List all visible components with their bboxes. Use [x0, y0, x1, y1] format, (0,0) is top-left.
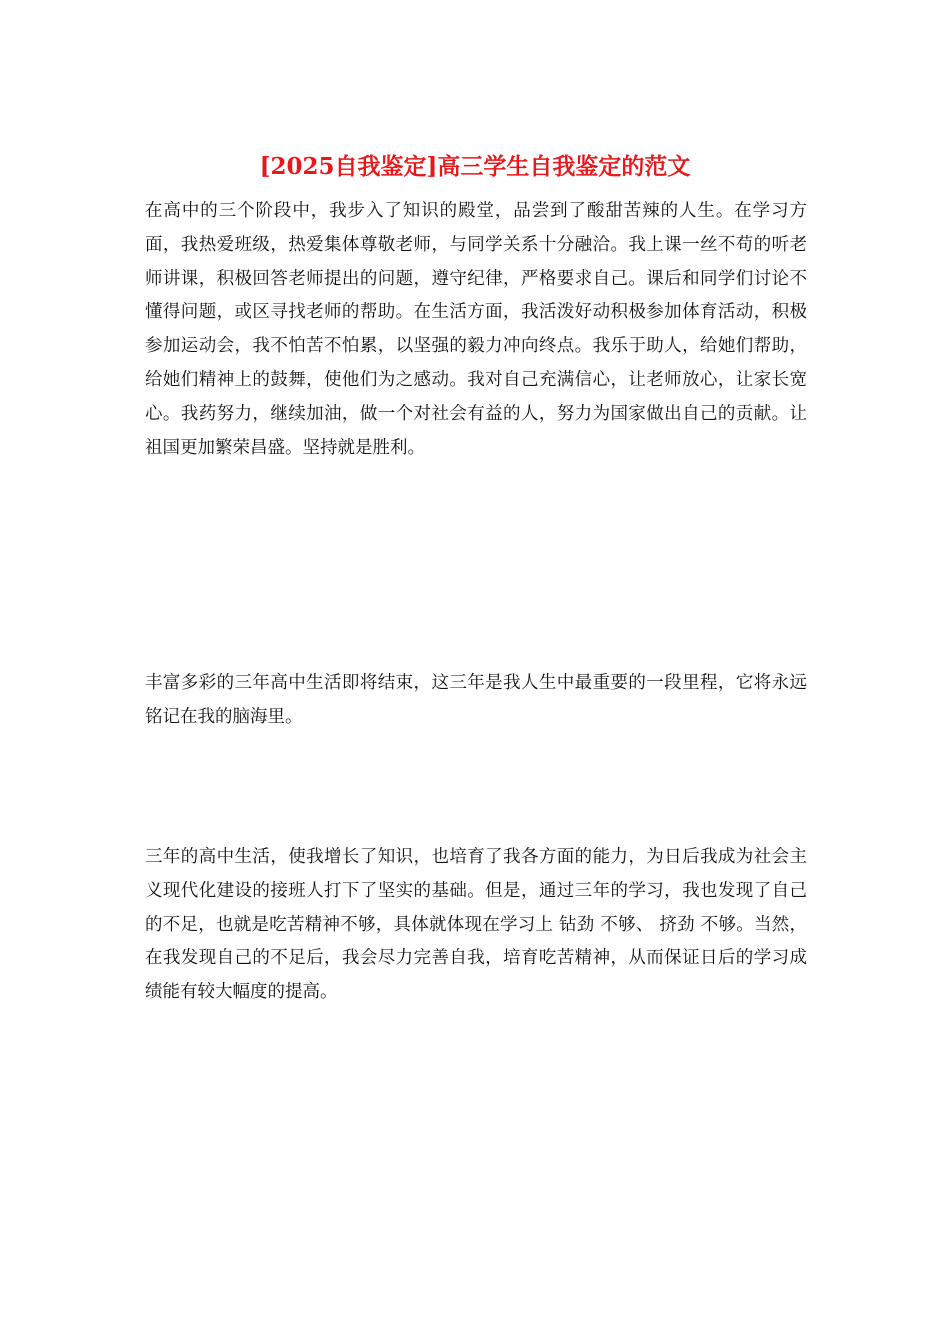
paragraph-3: 三年的高中生活，使我增长了知识，也培育了我各方面的能力，为日后我成为社会主义现代化建设的接班人打下了坚实的基础。但是，通过三年的学习，我也发现了自己的不足，也就是吃苦精神不够，具体就体现在学习上 钻劲 不够、 挤劲 不够。当然，在我发现自己的不足后，我会尽力完善自我，培育吃苦精神，从而保证日后的学习成绩能有较大幅度的提高。: [145, 847, 807, 1003]
document-title: [2025自我鉴定]高三学生自我鉴定的范文: [259, 153, 691, 180]
paragraph-2: 丰富多彩的三年高中生活即将结束，这三年是我人生中最重要的一段里程，它将永远铭记在我的脑海里。: [145, 673, 807, 727]
paragraph-1: 在高中的三个阶段中，我步入了知识的殿堂，品尝到了酸甜苦辣的人生。在学习方面，我热爱班级，热爱集体尊敬老师，与同学关系十分融洽。我上课一丝不苟的听老师讲课，积极回答老师提出的问题，遵守纪律，严格要求自己。课后和同学们讨论不懂得问题，或区寻找老师的帮助。在生活方面，我活泼好动积极参加体育活动，积极参加运动会，我不怕苦不怕累，以坚强的毅力冲向终点。我乐于助人，给她们帮助，给她们精神上的鼓舞，使他们为之感动。我对自己充满信心，让老师放心，让家长宽心。我药努力，继续加油，做一个对社会有益的人，努力为国家做出自己的贡献。让祖国更加繁荣昌盛。坚持就是胜利。: [145, 201, 807, 458]
